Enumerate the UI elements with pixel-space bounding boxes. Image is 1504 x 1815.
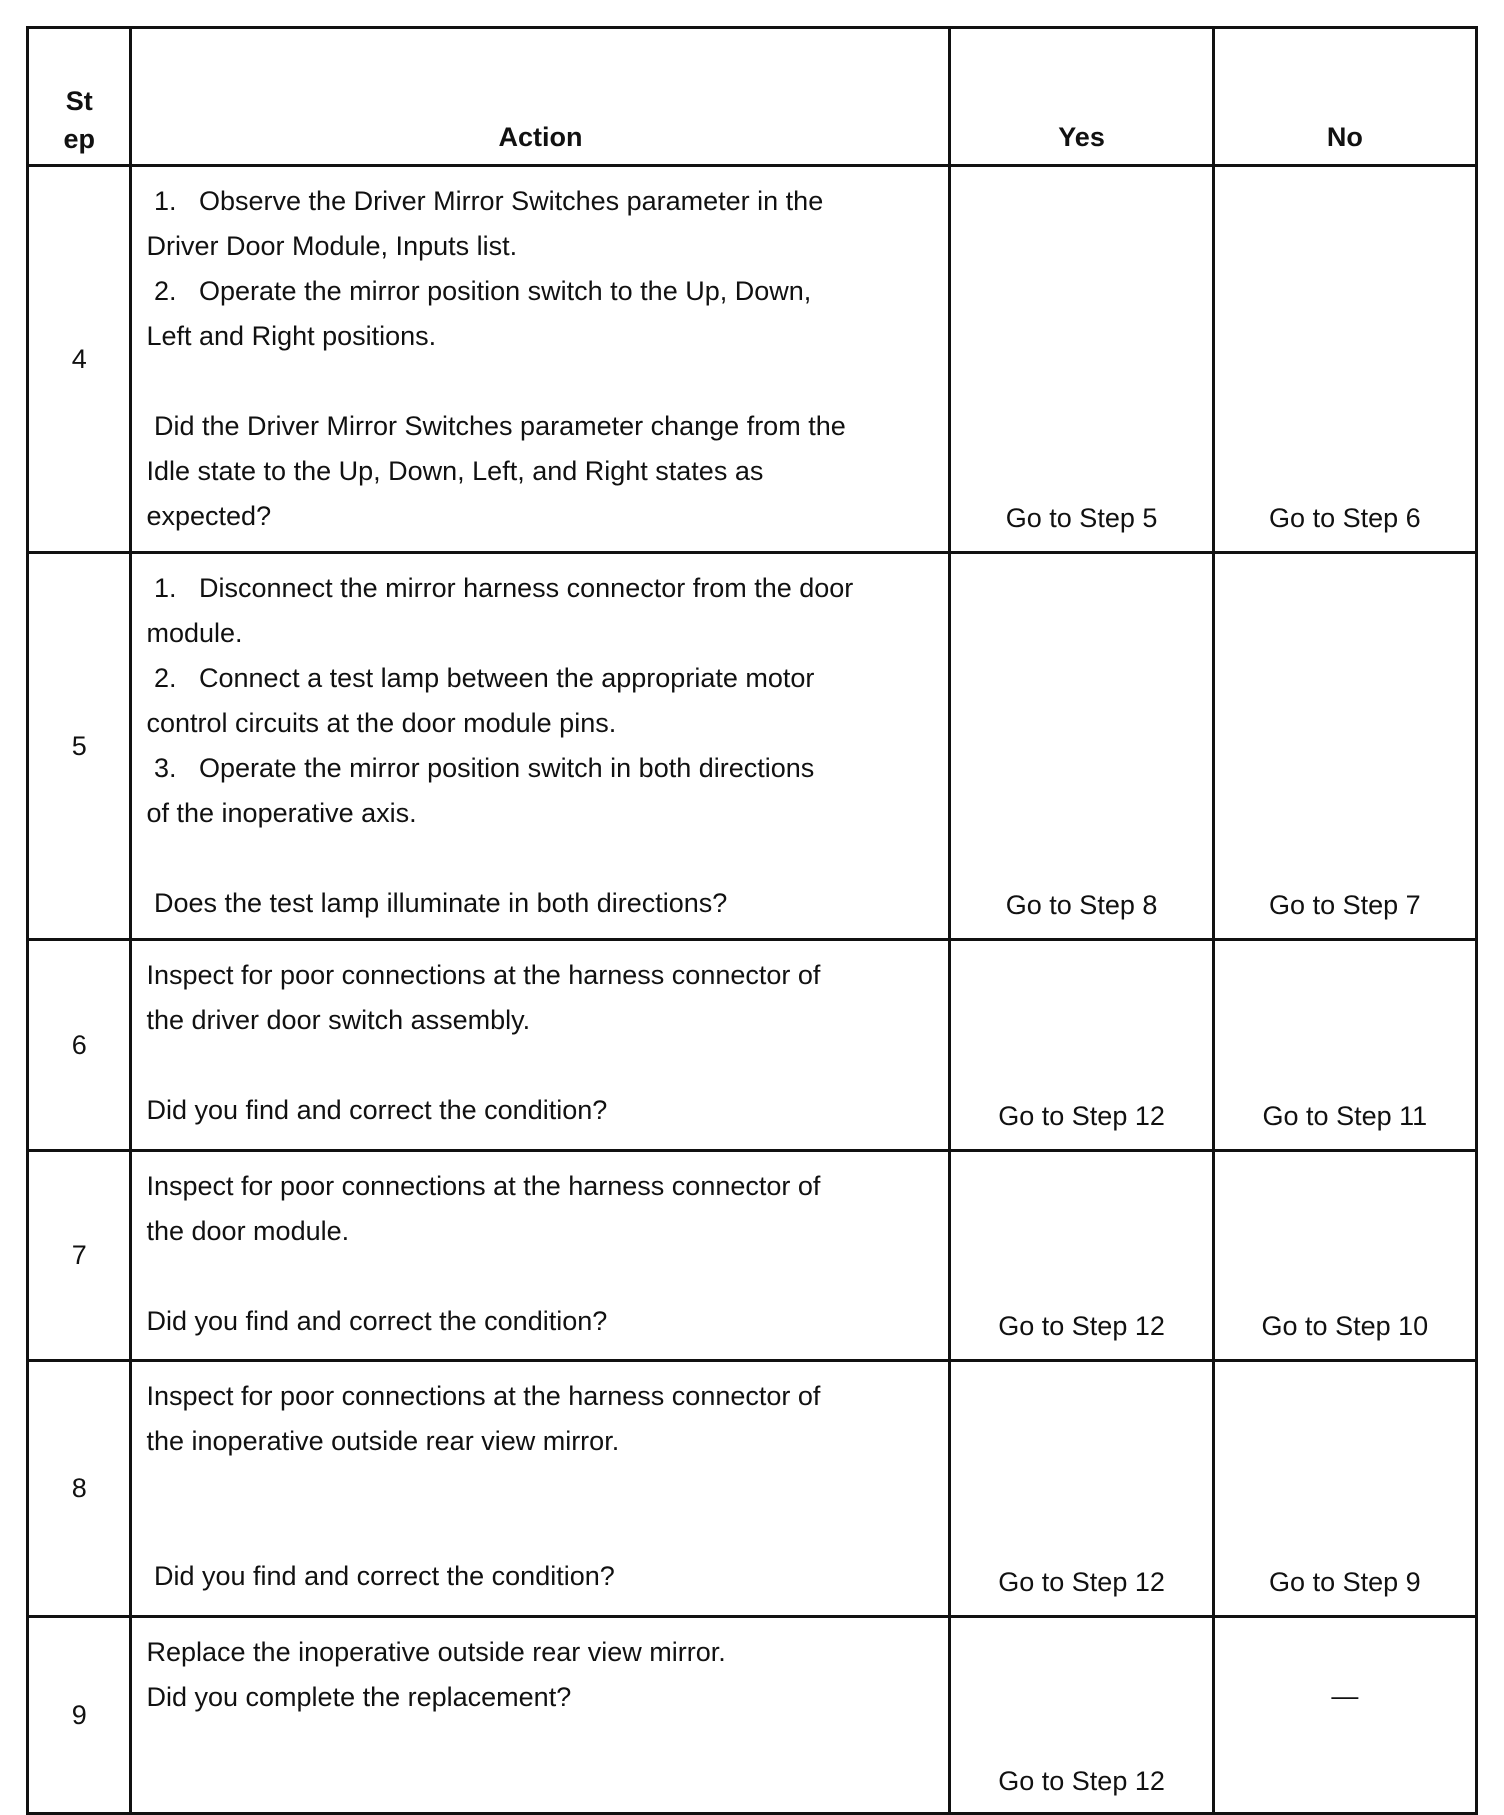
diagnostic-table [26, 26, 1478, 1815]
table-row [28, 166, 1477, 553]
step-number: 9 [28, 1617, 131, 1814]
action-question: Idle state to the Up, Down, Left, and Right states as [146, 456, 764, 486]
action-line: Driver Door Module, Inputs list. [146, 231, 518, 261]
no-cell [1213, 1361, 1476, 1617]
no-cell [1213, 1151, 1476, 1361]
no-result: Go to Step 9 [1269, 1567, 1421, 1597]
header-step [28, 28, 131, 166]
action-line: module. [146, 618, 243, 648]
action-question: Did you find and correct the condition? [146, 1561, 615, 1591]
table-row [28, 1151, 1477, 1361]
step-number: 4 [28, 166, 131, 553]
action-line: 2. Operate the mirror position switch to the Up, Down, [146, 276, 812, 306]
yes-cell [950, 553, 1213, 940]
table-row [28, 940, 1477, 1151]
yes-result: Go to Step 5 [1005, 503, 1158, 533]
step-number: 5 [28, 553, 131, 940]
action-cell [131, 553, 950, 940]
yes-result: Go to Step 12 [998, 1101, 1165, 1131]
action-line: Inspect for poor connections at the harness connector of [146, 960, 821, 990]
action-line: Left and Right positions. [146, 321, 437, 351]
step-number: 6 [28, 940, 131, 1151]
yes-cell [950, 1151, 1213, 1361]
action-line: of the inoperative axis. [146, 798, 417, 828]
yes-cell [950, 166, 1213, 553]
action-question: Did you find and correct the condition? [146, 1095, 608, 1125]
no-cell [1213, 166, 1476, 553]
action-line: Replace the inoperative outside rear view mirror. [146, 1637, 726, 1667]
no-cell [1213, 553, 1476, 940]
header-step-line2: ep [63, 124, 95, 154]
yes-result: Go to Step 12 [998, 1311, 1165, 1341]
no-result: Go to Step 6 [1269, 503, 1421, 533]
no-result: Go to Step 10 [1261, 1311, 1429, 1341]
action-cell [131, 1361, 950, 1617]
no-result: Go to Step 7 [1269, 890, 1421, 920]
action-line: the inoperative outside rear view mirror. [146, 1426, 620, 1456]
header-row [28, 28, 1477, 166]
step-number: 7 [28, 1151, 131, 1361]
header-step-line1: St [65, 86, 93, 116]
header-yes: Yes [950, 28, 1213, 166]
action-line: 2. Connect a test lamp between the appropriate motor [146, 663, 815, 693]
yes-cell [950, 1361, 1213, 1617]
action-line: Inspect for poor connections at the harness connector of [146, 1381, 821, 1411]
no-result-dash: — [1331, 1680, 1359, 1711]
action-line: control circuits at the door module pins. [146, 708, 617, 738]
action-question: Did you find and correct the condition? [146, 1306, 608, 1336]
header-action: Action [131, 28, 950, 166]
action-question: Did you complete the replacement? [146, 1682, 572, 1712]
yes-cell [950, 940, 1213, 1151]
action-question: Does the test lamp illuminate in both directions? [146, 888, 728, 918]
no-cell [1213, 1617, 1476, 1814]
action-line: 3. Operate the mirror position switch in both directions [146, 753, 815, 783]
action-question: Did the Driver Mirror Switches parameter change from the [146, 411, 846, 441]
no-cell [1213, 940, 1476, 1151]
yes-result: Go to Step 12 [998, 1567, 1165, 1597]
action-line: Inspect for poor connections at the harness connector of [146, 1171, 821, 1201]
action-cell [131, 940, 950, 1151]
step-number: 8 [28, 1361, 131, 1617]
no-result: Go to Step 11 [1262, 1101, 1428, 1131]
action-line: 1. Observe the Driver Mirror Switches parameter in the [146, 186, 824, 216]
header-no: No [1213, 28, 1476, 166]
action-cell [131, 1151, 950, 1361]
table-row [28, 1617, 1477, 1814]
table-row [28, 1361, 1477, 1617]
yes-result: Go to Step 8 [1005, 890, 1158, 920]
table-row [28, 553, 1477, 940]
action-question: expected? [146, 501, 272, 531]
action-line: the driver door switch assembly. [146, 1005, 531, 1035]
action-line: 1. Disconnect the mirror harness connector from the door [146, 573, 854, 603]
yes-cell [950, 1617, 1213, 1814]
action-line: the door module. [146, 1216, 350, 1246]
yes-result: Go to Step 12 [998, 1766, 1165, 1796]
action-cell [131, 166, 950, 553]
action-cell [131, 1617, 950, 1814]
